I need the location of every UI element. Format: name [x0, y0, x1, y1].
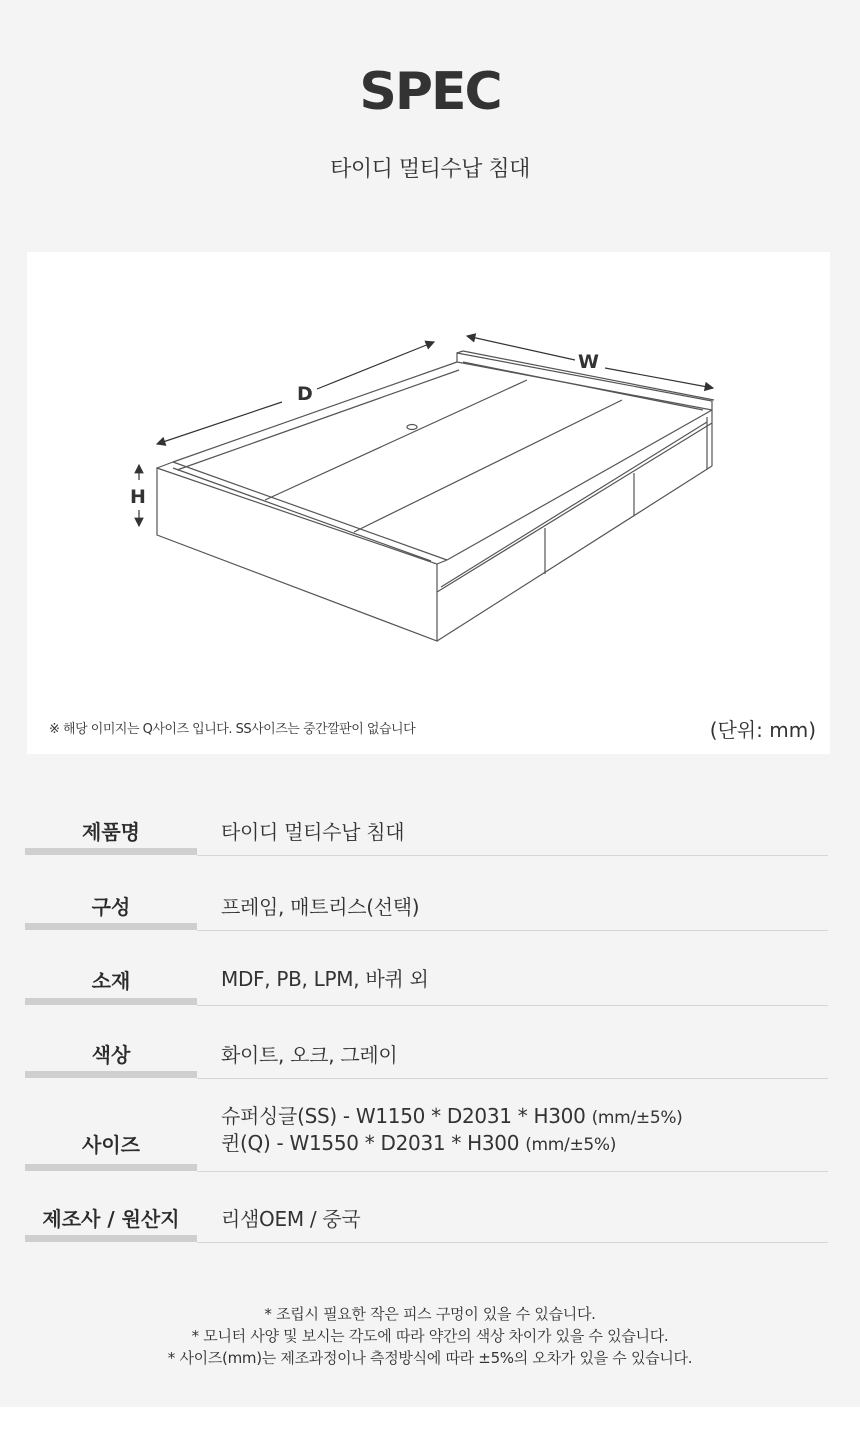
- divider: [25, 998, 197, 1005]
- divider: [197, 1171, 828, 1172]
- height-label: H: [130, 486, 146, 508]
- spec-row-color: [25, 1035, 828, 1081]
- spec-value: 타이디 멀티수납 침대: [221, 820, 405, 844]
- page-title: SPEC: [359, 62, 501, 122]
- spec-value: 프레임, 매트리스(선택): [221, 895, 420, 919]
- spec-value: 화이트, 오크, 그레이: [221, 1043, 398, 1067]
- footer-note: * 조립시 필요한 작은 피스 구멍이 있을 수 있습니다.: [264, 1305, 596, 1323]
- divider: [197, 855, 828, 856]
- spec-value-ss: [221, 1100, 683, 1129]
- width-label: W: [578, 351, 599, 373]
- bottom-band: [0, 1407, 860, 1452]
- divider: [197, 1005, 828, 1006]
- spec-row-composition: [25, 887, 828, 933]
- divider: [25, 923, 197, 930]
- spec-row-product-name: [25, 812, 828, 858]
- size-q-unit: (mm/±5%): [525, 1135, 617, 1155]
- divider: [25, 848, 197, 855]
- spec-value-q: [221, 1127, 616, 1156]
- spec-label: 구성: [91, 895, 131, 919]
- size-q-text: 퀸(Q) - W1550 * D2031 * H300: [221, 1131, 520, 1155]
- size-ss-unit: (mm/±5%): [591, 1108, 683, 1128]
- divider: [25, 1235, 197, 1242]
- spec-row-manufacturer: [25, 1201, 828, 1247]
- spec-label: 색상: [91, 1043, 131, 1067]
- spec-diagram-panel: [27, 252, 830, 754]
- spec-row-material: [25, 961, 828, 1007]
- footer-note: * 사이즈(mm)는 제조과정이나 측정방식에 따라 ±5%의 오차가 있을 수 있습니다.: [167, 1349, 693, 1367]
- divider: [25, 1071, 197, 1078]
- footer-notes: [0, 1303, 860, 1369]
- spec-label: 제조사 / 원산지: [42, 1207, 180, 1231]
- spec-row-size: [25, 1096, 828, 1176]
- spec-label: 사이즈: [82, 1133, 140, 1157]
- spec-label: 제품명: [82, 820, 140, 844]
- spec-label: 소재: [91, 969, 131, 993]
- divider: [25, 1164, 197, 1171]
- bed-dimension-diagram: [27, 252, 830, 754]
- image-note: ※ 해당 이미지는 Q사이즈 입니다. SS사이즈는 중간깔판이 없습니다: [49, 722, 416, 737]
- size-ss-text: 슈퍼싱글(SS) - W1150 * D2031 * H300: [221, 1104, 586, 1128]
- divider: [197, 1078, 828, 1079]
- divider: [197, 1242, 828, 1243]
- footer-note: * 모니터 사양 및 보시는 각도에 따라 약간의 색상 차이가 있을 수 있습니다.: [191, 1327, 669, 1345]
- unit-label: (단위: mm): [709, 718, 816, 742]
- depth-label: D: [297, 383, 313, 405]
- spec-value: MDF, PB, LPM, 바퀴 외: [221, 967, 429, 991]
- spec-value: 리샘OEM / 중국: [221, 1207, 361, 1231]
- product-subtitle: 타이디 멀티수납 침대: [330, 157, 530, 182]
- divider: [197, 930, 828, 931]
